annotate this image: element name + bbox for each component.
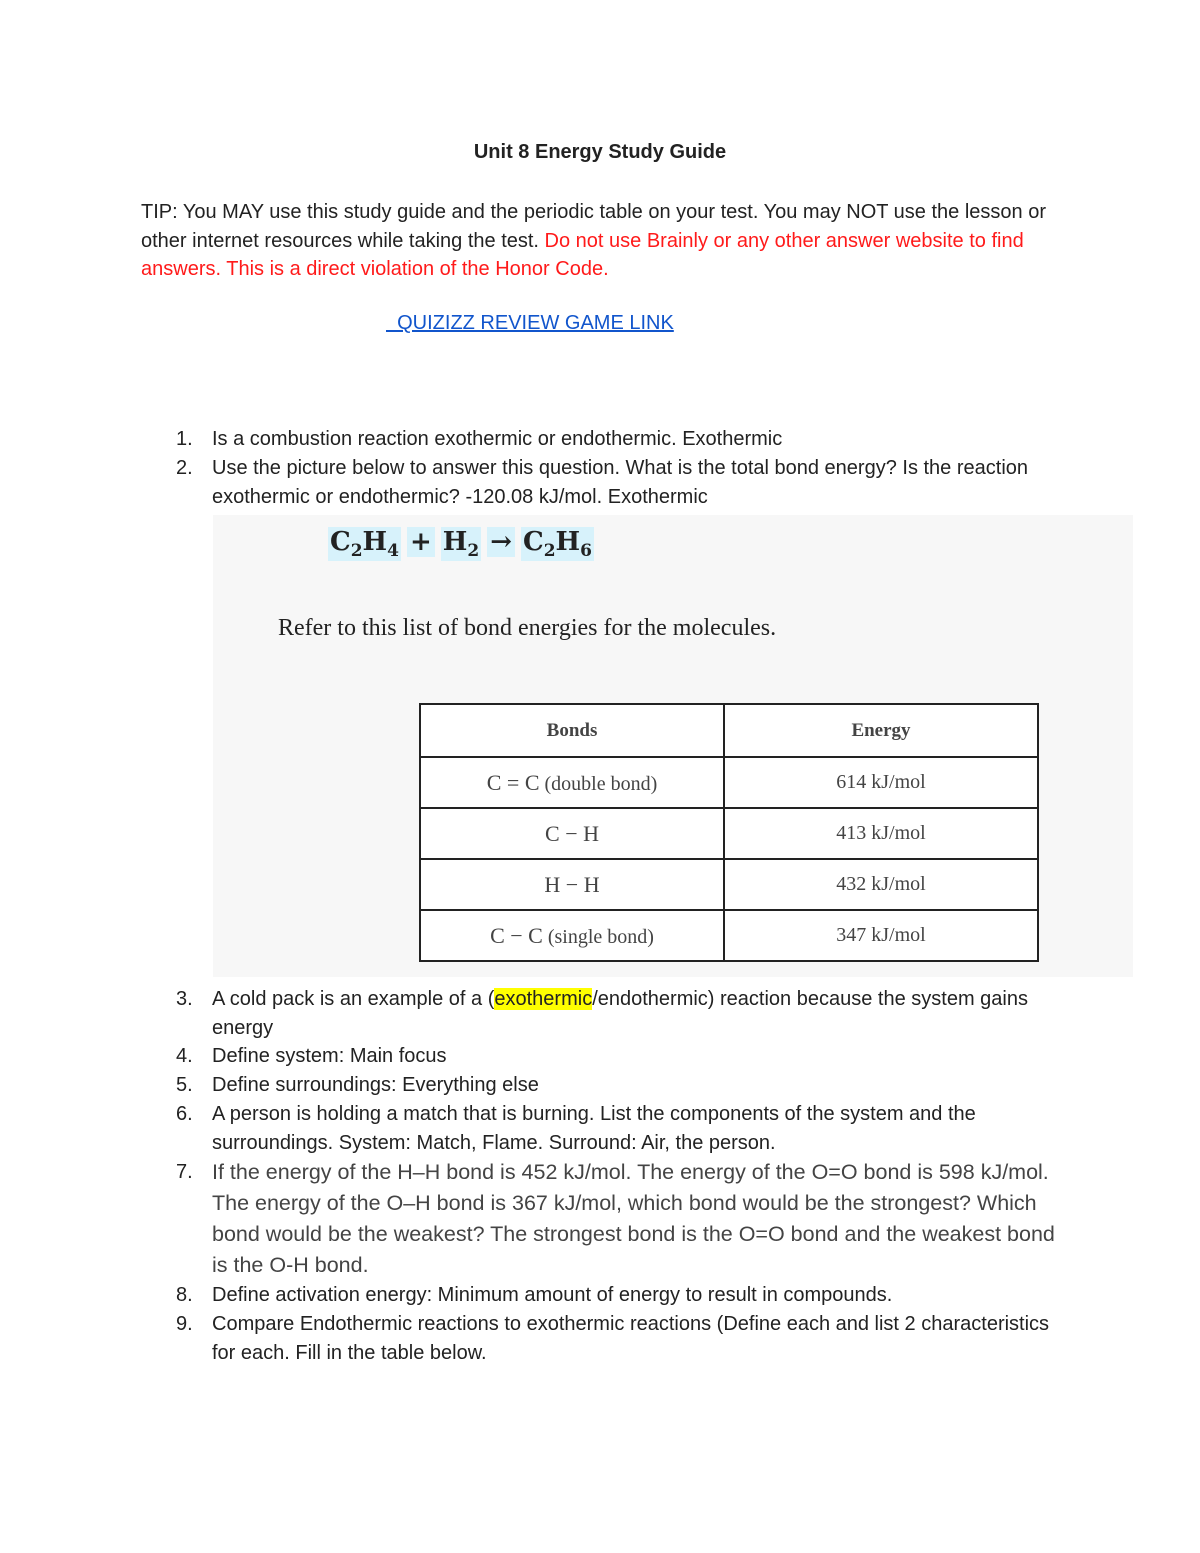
- table-row: [420, 808, 1038, 859]
- question-text: Use the picture below to answer this question. What is the total bond energy? Is the reaction exothermic or endothermic? -120.08 kJ/mol. Exothermic: [212, 457, 1029, 508]
- question-text: Define system: Main focus: [212, 1045, 447, 1067]
- figure-caption: Refer to this list of bond energies for the molecules.: [278, 615, 777, 641]
- energy-cell: 347 kJ/mol: [724, 910, 1038, 961]
- reactant-hydrogen: $H_2$: [442, 527, 480, 562]
- column-header-bonds: Bonds: [420, 704, 724, 757]
- question-text: Is a combustion reaction exothermic or endothermic. Exothermic: [212, 428, 783, 450]
- energy-cell: 614 kJ/mol: [724, 757, 1038, 808]
- honor-code-warning: Do not use Brainly or any other answer website to find answers. This is a direct violation of the Honor Code.: [141, 229, 1024, 280]
- bond-energy-figure: [213, 515, 1133, 977]
- bond-energy-table: [419, 703, 1039, 962]
- quizizz-review-link[interactable]: QUIZIZZ REVIEW GAME LINK: [386, 312, 674, 334]
- plus-sign: +: [407, 527, 435, 557]
- table-row: [420, 910, 1038, 961]
- energy-cell: 413 kJ/mol: [724, 808, 1038, 859]
- table-row: [420, 859, 1038, 910]
- question-text: A cold pack is an example of a (exothermic/endothermic) reaction because the system gains energy: [212, 988, 1028, 1039]
- reaction-arrow: →: [487, 527, 515, 557]
- highlighted-answer: exothermic: [494, 988, 593, 1010]
- question-text: Define activation energy: Minimum amount of energy to result in compounds.: [212, 1284, 893, 1306]
- tip-paragraph: [141, 198, 1061, 284]
- bond-cell: C − H: [420, 808, 724, 859]
- question-number: 2.: [176, 457, 193, 479]
- page-title: Unit 8 Energy Study Guide: [473, 141, 727, 163]
- question-number: 7.: [176, 1161, 193, 1183]
- tip-text: TIP: You MAY use this study guide and the periodic table on your test. You may NOT use the lesson or other internet resources while taking the test.: [141, 201, 1046, 252]
- bond-cell: C − C (single bond): [420, 910, 724, 961]
- bond-cell: C = C (double bond): [420, 757, 724, 808]
- bond-cell: H − H: [420, 859, 724, 910]
- question-number: 4.: [176, 1045, 193, 1067]
- reactant-ethene: $C_2H_4$: [330, 527, 399, 562]
- table-row: [420, 757, 1038, 808]
- table-header-row: [420, 704, 1038, 757]
- question-text: A person is holding a match that is burning. List the components of the system and the surroundings. System: Match, Flame. Surround: Air, the person.: [212, 1103, 976, 1154]
- question-text: If the energy of the H–H bond is 452 kJ/mol. The energy of the O=O bond is 598 kJ/mol. The energy of the O–H bond is 367 kJ/mol, which bond would be the strongest? Which bond would be the weakest? The strongest bond is the O=O bond and the weakest bond is the O-H bond.: [212, 1160, 1055, 1277]
- question-text: Compare Endothermic reactions to exothermic reactions (Define each and list 2 characteristics for each. Fill in the table below.: [212, 1313, 1050, 1364]
- question-number: 5.: [176, 1074, 193, 1096]
- energy-cell: 432 kJ/mol: [724, 859, 1038, 910]
- question-number: 1.: [176, 428, 193, 450]
- question-number: 3.: [176, 988, 193, 1010]
- question-number: 9.: [176, 1313, 193, 1335]
- question-number: 6.: [176, 1103, 193, 1125]
- column-header-energy: Energy: [724, 704, 1038, 757]
- question-number: 8.: [176, 1284, 193, 1306]
- product-ethane: $C_2H_6$: [522, 527, 592, 562]
- question-text: Define surroundings: Everything else: [212, 1074, 539, 1096]
- chemical-equation: [328, 527, 594, 561]
